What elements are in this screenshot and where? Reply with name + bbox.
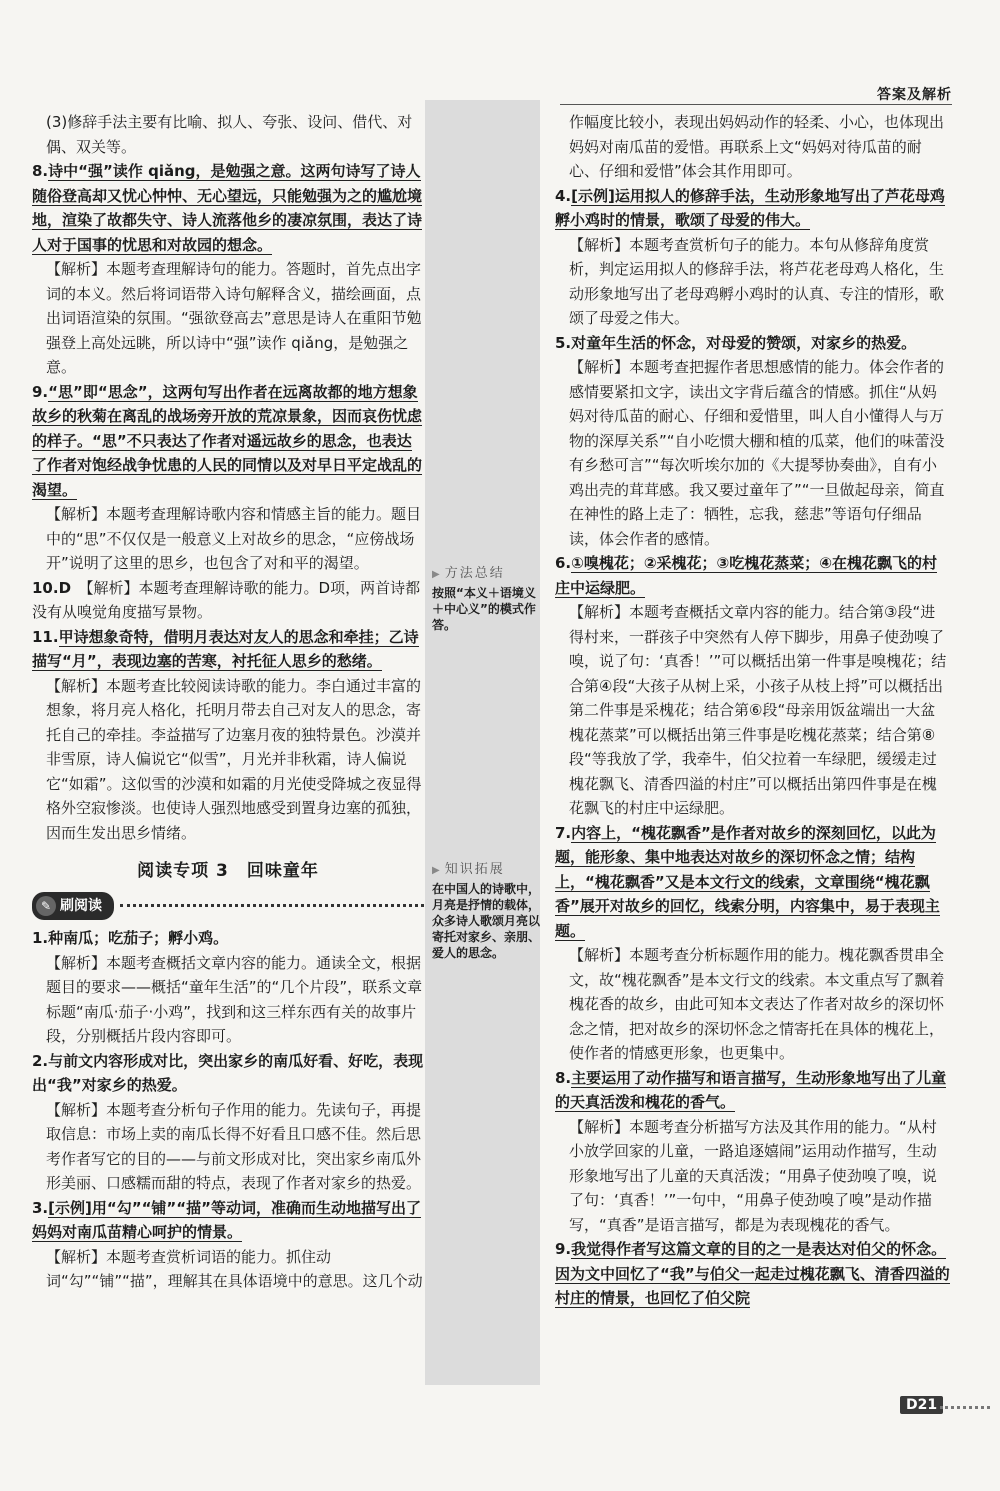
answer-10: [32, 576, 424, 625]
paragraph: (3)修辞手法主要有比喻、拟人、夸张、设问、借代、对偶、双关等。: [46, 113, 413, 156]
answer-text: [示例]用“勾”“铺”“描”等动词，准确而生动地描写出了妈妈对南瓜苗精心呵护的情景。: [32, 1198, 422, 1241]
left-column: [32, 110, 424, 1294]
answer-text: 我觉得作者写这篇文章的目的之一是表达对伯父的怀念。因为文中回忆了“我”与伯父一起走过槐花飘飞、清香四溢的村庄的情景，也回忆了伯父院: [555, 1240, 950, 1307]
question-number: 1.: [32, 929, 49, 947]
question-number: 6.: [555, 554, 572, 572]
page-number-dots: [940, 1406, 990, 1409]
answer-text: [示例]运用拟人的修辞手法，生动形象地写出了芦花母鸡孵小鸡时的情景，歌颂了母爱的伟大。: [555, 186, 945, 229]
answer-text: 诗中“强”读作 qiǎng，是勉强之意。这两句诗写了诗人随俗登高却又忧心忡忡、无心望远，只能勉强为之的尴尬境地，渲染了故都失守、诗人流落他乡的凄凉氛围，表达了诗人对于国事的忧思和对故园的想念。: [32, 162, 423, 254]
paragraph: 作幅度比较小，表现出妈妈动作的轻柔、小心，也体现出妈妈对南瓜苗的爱惜。再联系上文“妈妈对待瓜苗的耐心、仔细和爱惜”体会其作用即可。: [569, 113, 945, 180]
explanation-r7: 【解析】本题考查分析标题作用的能力。槐花飘香贯串全文，故“槐花飘香”是本文行文的线索。本文重点写了飘着槐花香的故乡，由此可知本文表达了作者对故乡的深切怀念之情，把对故乡的深切怀念之情寄托在具体的槐花上，使作者的情感更形象，也更集中。: [569, 946, 945, 1062]
answer-text: 对童年生活的怀念，对母爱的赞颂，对家乡的热爱。: [571, 333, 917, 352]
side-note-knowledge: [432, 862, 542, 961]
book-icon: ✎: [36, 896, 56, 916]
middle-gray-column: [425, 100, 540, 1385]
explanation-text: 【解析】本题考查理解诗歌的能力。D项，两首诗都没有从嗅觉角度描写景物。: [32, 578, 421, 621]
answer-r9: [555, 1237, 950, 1311]
answer-r2: [32, 1049, 424, 1098]
answer-r6: [555, 551, 950, 600]
explanation-11: 【解析】本题考查比较阅读诗歌的能力。李白通过丰富的想象，将月亮人格化，托明月带去自己对友人的思念，寄托自己的牵挂。李益描写了边塞月夜的独特景色。沙漠并非雪原，诗人偏说它“似雪”，月光并非秋霜，诗人偏说它“如霜”。这似雪的沙漠和如霜的月光使受降城之夜显得格外空寂惨淡。也使诗人强烈地感受到置身边塞的孤独，因而生发出思乡情绪。: [46, 676, 422, 842]
question-number: 9.: [32, 382, 49, 401]
question-number: 3.: [32, 1198, 49, 1217]
header-title: 答案及解析: [877, 87, 952, 103]
answer-text: 内容上，“槐花飘香”是作者对故乡的深刻回忆，以此为题，能形象、集中地表达对故乡的深切怀念之情；结构上，“槐花飘香”又是本文行文的线索，文章围绕“槐花飘香”展开对故乡的回忆，线索分明，内容集中，易于表现主题。: [555, 823, 940, 940]
question-number: 8.: [32, 162, 49, 180]
answer-text: 甲诗想象奇特，借明月表达对友人的思念和牵挂；乙诗描写“月”，表现边塞的苦寒，衬托征人思乡的愁绪。: [32, 627, 419, 670]
explanation-r8: 【解析】本题考查分析描写方法及其作用的能力。“从村小放学回家的儿童，一路追逐嬉闹”运用动作描写，生动形象地写出了儿童的天真活泼；“用鼻子使劲嗅了嗅，说了句：‘真香！’”一句中，“用鼻子使劲嗅了嗅”是动作描写，“真香”是语言描写，都是为表现槐花的香气。: [569, 1117, 937, 1234]
question-number: 9.: [555, 1240, 572, 1258]
question-number: 4.: [555, 186, 572, 205]
header-rule: [560, 104, 952, 105]
side-note-title: ▶ 知识拓展: [432, 862, 542, 879]
answer-r4: [555, 184, 950, 233]
answer-text: ①嗅槐花；②采槐花；③吃槐花蒸菜；④在槐花飘飞的村庄中运绿肥。: [555, 554, 937, 597]
question-number: 5.: [555, 333, 572, 352]
answer-text: “思”即“思念”，这两句写出作者在远离故都的地方想象故乡的秋菊在离乱的战场旁开放的荒凉景象，因而哀伤忧虑的样子。“思”不只表达了作者对遥远故乡的思念，也表达了作者对饱经战争忧患的人民的同情以及对早日平定战乱的渴望。: [32, 382, 423, 499]
section-title: 阅读专项 3 回味童年: [137, 861, 319, 881]
dotted-divider: [120, 904, 424, 907]
explanation-9: 【解析】本题考查理解诗歌内容和情感主旨的能力。题目中的“思”不仅仅是一般意义上对故乡的思念，“应傍战场开”说明了这里的思乡，也包含了对和平的渴望。: [46, 505, 422, 572]
side-note-title: ▶ 方法总结: [432, 566, 542, 583]
explanation-r3: 【解析】本题考查赏析词语的能力。抓住动词“勾”“铺”“描”，理解其在具体语境中的意思。这几个动: [46, 1247, 423, 1290]
section-tag-row: [32, 892, 424, 921]
answer-r1: [32, 926, 424, 951]
side-note-method: [432, 566, 542, 633]
section-tag: [32, 892, 114, 921]
side-note-text: 在中国人的诗歌中，月亮是抒情的载体，众多诗人歌颂月亮以寄托对家乡、亲朋、爱人的思念。: [432, 882, 541, 960]
answer-r5: [555, 331, 950, 356]
explanation-r1: 【解析】本题考查概括文章内容的能力。通读全文，根据题目的要求——概括“童年生活”的“几个片段”，联系文章标题“南瓜·茄子·小鸡”，找到和这三样东西有关的故事片段，分别概括片段内容即可。: [46, 953, 423, 1045]
question-number: 11.: [32, 627, 59, 646]
explanation-r4: 【解析】本题考查赏析句子的能力。本句从修辞角度赏析，判定运用拟人的修辞手法，将芦花老母鸡人格化，生动形象地写出了老母鸡孵小鸡时的认真、专注的情形，歌颂了母爱之伟大。: [569, 235, 945, 327]
page-number: D21: [900, 1396, 943, 1414]
answer-9: [32, 380, 424, 503]
question-number: 8.: [555, 1068, 572, 1087]
question-number: 10.: [32, 578, 59, 597]
answer-text: 与前文内容形成对比，突出家乡的南瓜好看、好吃，表现出“我”对家乡的热爱。: [32, 1051, 424, 1094]
answer-r7: [555, 821, 950, 944]
side-note-text: 按照“本义＋语境义＋中心义”的模式作答。: [432, 586, 536, 632]
right-column: [555, 110, 950, 1311]
answer-r3: [32, 1196, 424, 1245]
explanation-8: 【解析】本题考查理解诗句的能力。答题时，首先点出字词的本义。然后将词语带入诗句解释含义，描绘画面，点出词语渲染的氛围。“强欲登高去”意思是诗人在重阳节勉强登上高处远眺，所以诗中“强”读作 qiǎng，是勉强之意。: [46, 260, 422, 376]
answer-8: [32, 159, 424, 257]
explanation-r2: 【解析】本题考查分析句子作用的能力。先读句子，再提取信息：市场上卖的南瓜长得不好看且口感不佳。然后思考作者写它的目的——与前文形成对比，突出家乡南瓜外形美丽、口感糯而甜的特点，表现了作者对家乡的热爱。: [46, 1100, 422, 1192]
answer-text: D: [58, 578, 72, 597]
question-number: 2.: [32, 1051, 49, 1070]
answer-r8: [555, 1066, 950, 1115]
explanation-r6: 【解析】本题考查概括文章内容的能力。结合第③段“进得村来，一群孩子中突然有人停下脚步，用鼻子使劲嗅了嗅，说了句：‘真香！’”可以概括出第一件事是嗅槐花；结合第④段“大孩子从树上采，小孩子从枝上捋”可以概括出第二件事是采槐花；结合第⑥段“母亲用饭盆端出一大盆槐花蒸菜”可以概括出第三件事是吃槐花蒸菜；结合第⑧段“等我放了学，我牵牛，伯父拉着一车绿肥，缓缓走过槐花飘飞、清香四溢的村庄”可以概括出第四件事是在槐花飘飞的村庄中运绿肥。: [569, 603, 947, 817]
answer-text: 主要运用了动作描写和语言描写，生动形象地写出了儿童的天真活泼和槐花的香气。: [555, 1068, 947, 1111]
explanation-r5: 【解析】本题考查把握作者思想感情的能力。体会作者的感情要紧扣文字，读出文字背后蕴含的情感。抓住“从妈妈对待瓜苗的耐心、仔细和爱惜里，叫人自小懂得人与万物的深厚关系”“自小吃惯大棚和植的瓜菜，他们的味蕾没有乡愁可言”“每次听埃尔加的《大提琴协奏曲》，自有小鸡出壳的茸茸感。我又要过童年了”“一旦做起母亲，简直在神性的路上走了：牺牲，忘我，慈悲”等语句仔细品读，体会作者的感情。: [569, 358, 945, 548]
section-tag-label: 刷阅读: [60, 897, 102, 914]
answer-11: [32, 625, 424, 674]
question-number: 7.: [555, 823, 572, 842]
answer-text: 种南瓜；吃茄子；孵小鸡。: [48, 929, 229, 947]
